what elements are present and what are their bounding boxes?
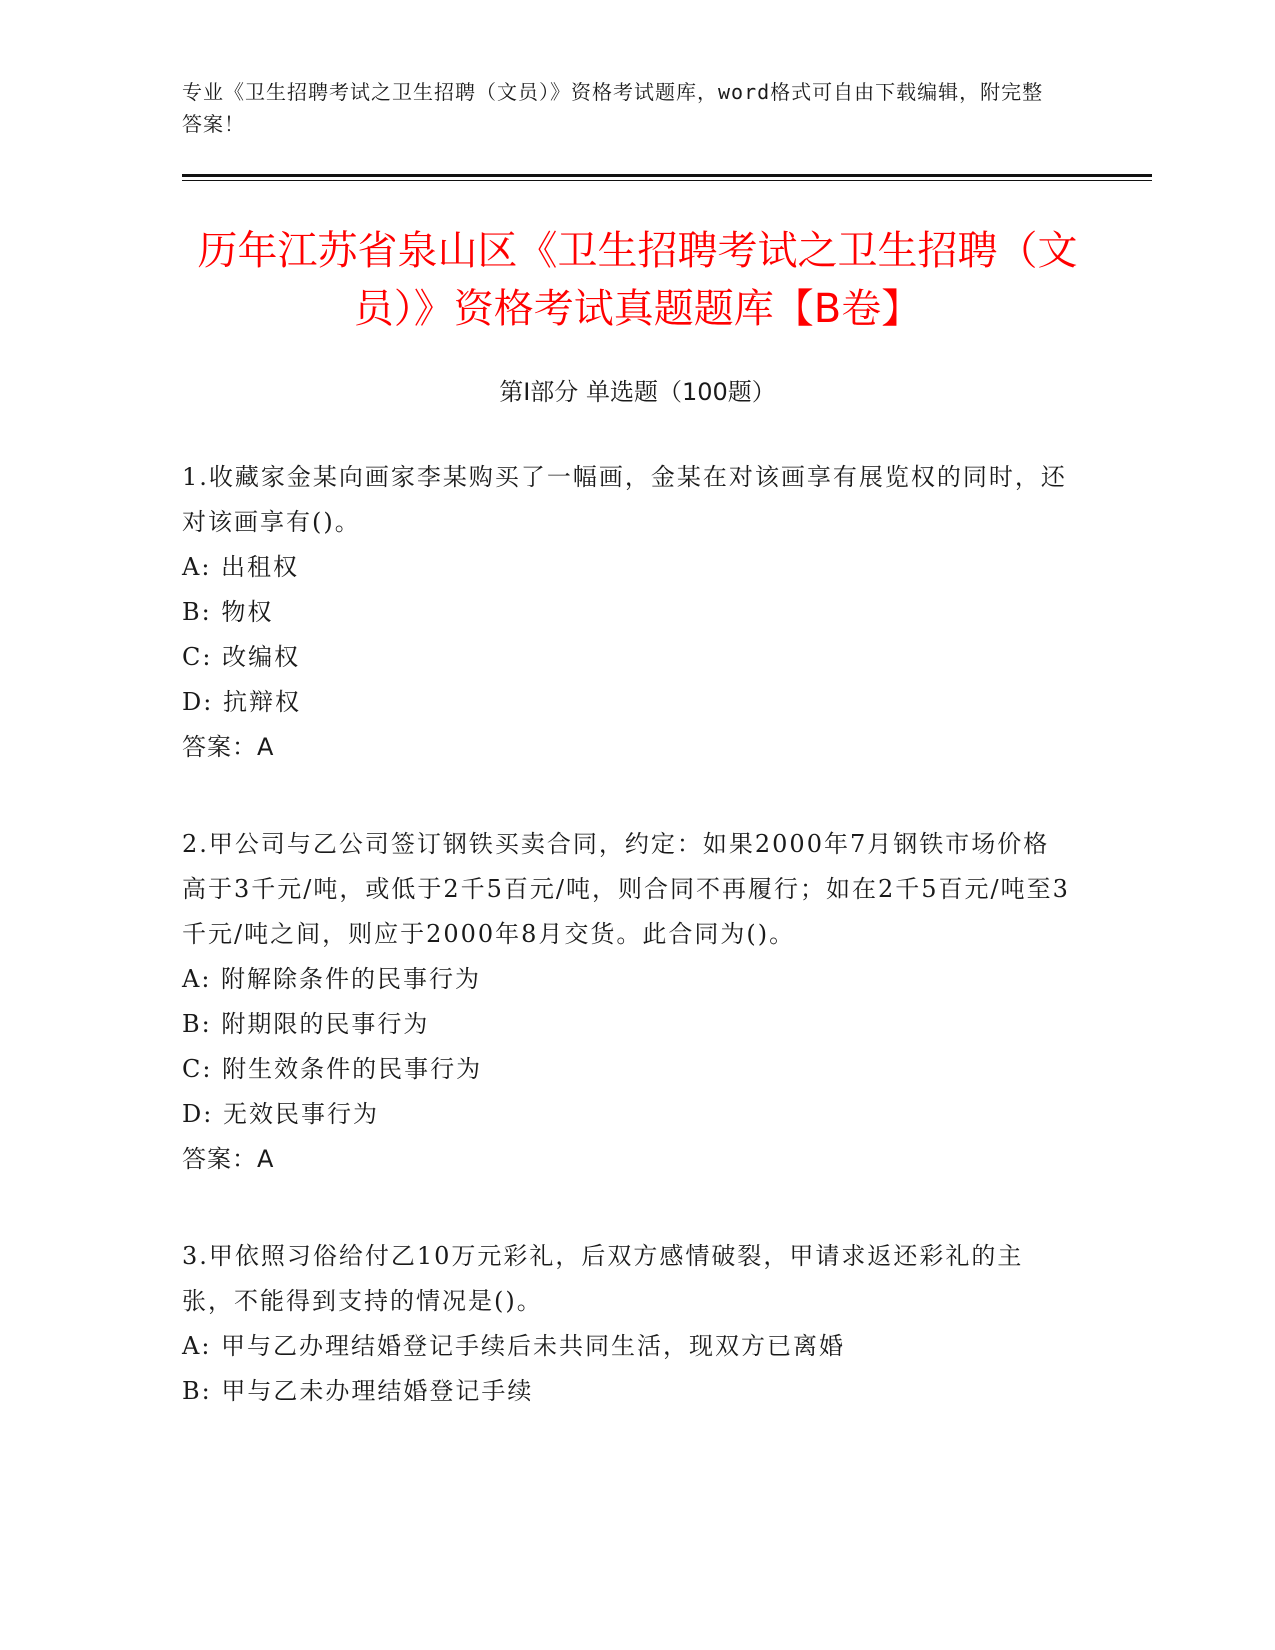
question-list — [182, 455, 1072, 1466]
document-title: 历年江苏省泉山区《卫生招聘考试之卫生招聘（文员）》资格考试真题题库【B卷】 — [197, 228, 1078, 332]
option-c: C: 改编权 — [182, 643, 301, 671]
option-c: C: 附生效条件的民事行为 — [182, 1055, 483, 1083]
option-a: A: 甲与乙办理结婚登记手续后未共同生活，现双方已离婚 — [182, 1332, 846, 1360]
answer-line: 答案：A — [182, 733, 275, 761]
header-divider-thick — [182, 174, 1152, 177]
answer-line: 答案：A — [182, 1145, 275, 1173]
section-heading: 第Ⅰ部分 单选题（100题） — [499, 378, 776, 406]
header-divider-thin — [182, 180, 1152, 181]
question-stem: 3.甲依照习俗给付乙10万元彩礼，后双方感情破裂，甲请求返还彩礼的主张，不能得到支持的情况是()。 — [182, 1242, 1024, 1315]
option-a: A: 附解除条件的民事行为 — [182, 965, 482, 993]
option-b: B: 甲与乙未办理结婚登记手续 — [182, 1377, 534, 1405]
option-d: D: 抗辩权 — [182, 688, 301, 716]
question-item — [182, 822, 1072, 1182]
header-note: 专业《卫生招聘考试之卫生招聘（文员）》资格考试题库，word格式可自由下载编辑，附完整答案！ — [182, 80, 1044, 136]
question-item — [182, 455, 1072, 770]
question-stem: 1.收藏家金某向画家李某购买了一幅画，金某在对该画享有展览权的同时，还对该画享有()。 — [182, 463, 1067, 536]
option-b: B: 附期限的民事行为 — [182, 1010, 430, 1038]
option-a: A: 出租权 — [182, 553, 300, 581]
option-b: B: 物权 — [182, 598, 274, 626]
question-item — [182, 1234, 1072, 1414]
question-stem: 2.甲公司与乙公司签订钢铁买卖合同，约定：如果2000年7月钢铁市场价格高于3千元/吨，或低于2千5百元/吨，则合同不再履行；如在2千5百元/吨至3千元/吨之间，则应于2000年8月交货。此合同为()。 — [182, 830, 1070, 948]
option-d: D: 无效民事行为 — [182, 1100, 379, 1128]
